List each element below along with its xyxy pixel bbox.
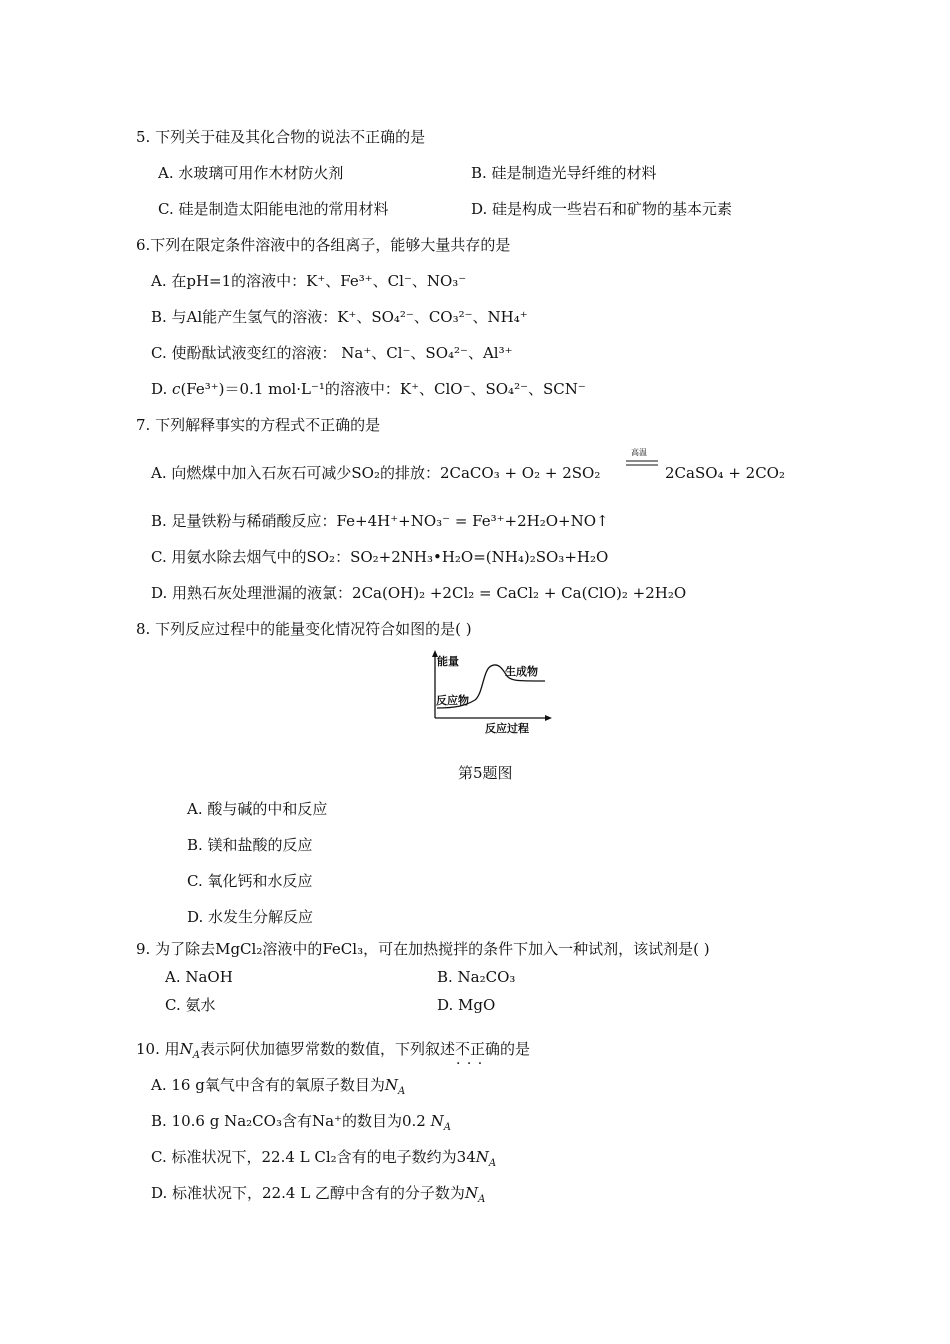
q8-option-c: C. 氧化钙和水反应 <box>187 872 313 890</box>
q9-option-b: B. Na₂CO₃ <box>437 968 516 986</box>
q8-stem: 8. 下列反应过程中的能量变化情况符合如图的是( ) <box>136 620 472 638</box>
q5-option-c: C. 硅是制造太阳能电池的常用材料 <box>158 200 389 218</box>
q6-option-b: B. 与Al能产生氢气的溶液：K⁺、SO₄²⁻、CO₃²⁻、NH₄⁺ <box>151 308 528 326</box>
q6-d-prefix: D. <box>151 380 173 398</box>
q9-option-d: D. MgO <box>437 996 496 1014</box>
y-axis-label: 能量 <box>437 655 459 668</box>
q10-stem-prefix: 10. 用 <box>136 1040 180 1058</box>
avogadro-subscript: A <box>488 1158 497 1169</box>
q7-option-d: D. 用熟石灰处理泄漏的液氯：2Ca(OH)₂ +2Cl₂ = CaCl₂ + Ca(ClO)₂ +2H₂O <box>151 584 687 602</box>
q5-stem: 5. 下列关于硅及其化合物的说法不正确的是 <box>136 128 426 146</box>
q10-option-b <box>151 1111 451 1131</box>
avogadro-subscript: A <box>192 1050 200 1061</box>
q9-stem: 9. 为了除去MgCl₂溶液中的FeCl₃，可在加热搅拌的条件下加入一种试剂，该试剂是( ) <box>136 940 710 958</box>
q6-stem: 6.下列在限定条件溶液中的各组离子，能够大量共存的是 <box>136 236 511 254</box>
avogadro-subscript: A <box>397 1086 406 1097</box>
equilibrium-equals-sign <box>626 459 658 467</box>
avogadro-symbol: N <box>384 1076 398 1094</box>
q10-d-text: D. 标准状况下，22.4 L 乙醇中含有的分子数为 <box>151 1184 465 1202</box>
q8-option-a: A. 酸与碱的中和反应 <box>187 800 328 818</box>
q8-option-b: B. 镁和盐酸的反应 <box>187 836 313 854</box>
q7-option-a-left: A. 向燃煤中加入石灰石可减少SO₂的排放：2CaCO₃ + O₂ + 2SO₂ <box>151 464 601 482</box>
avogadro-subscript: A <box>443 1122 451 1133</box>
product-label: 生成物 <box>505 665 538 678</box>
q10-stem-middle: 表示阿伏加德罗常数的数值，下列叙述 <box>199 1040 455 1058</box>
q9-option-c: C. 氨水 <box>165 996 216 1014</box>
energy-diagram <box>425 650 560 735</box>
q8-option-d: D. 水发生分解反应 <box>187 908 314 926</box>
q10-option-a <box>151 1075 405 1095</box>
q10-stem-suffix: 的是 <box>500 1040 531 1058</box>
q10-option-c <box>151 1147 496 1167</box>
q7-option-a-right: 2CaSO₄ + 2CO₂ <box>665 464 785 482</box>
q6-option-c: C. 使酚酞试液变红的溶液： Na⁺、Cl⁻、SO₄²⁻、Al³⁺ <box>151 344 513 362</box>
x-axis-label: 反应过程 <box>485 722 529 735</box>
q7-option-c: C. 用氨水除去烟气中的SO₂：SO₂+2NH₃•H₂O=(NH₄)₂SO₃+H₂O <box>151 548 609 566</box>
avogadro-subscript: A <box>478 1194 486 1205</box>
q5-option-d: D. 硅是构成一些岩石和矿物的基本元素 <box>471 200 733 218</box>
q10-b-text: B. 10.6 g Na₂CO₃含有Na⁺的数目为0.2 <box>151 1112 431 1130</box>
avogadro-symbol: N <box>464 1184 479 1202</box>
q10-c-text: C. 标准状况下，22.4 L Cl₂含有的电子数约为34 <box>151 1148 476 1166</box>
q7-option-b: B. 足量铁粉与稀硝酸反应：Fe+4H⁺+NO₃⁻ = Fe³⁺+2H₂O+NO↑ <box>151 512 609 530</box>
q5-option-b: B. 硅是制造光导纤维的材料 <box>471 164 657 182</box>
q6-option-a: A. 在pH=1的溶液中：K⁺、Fe³⁺、Cl⁻、NO₃⁻ <box>151 272 467 290</box>
q7-stem: 7. 下列解释事实的方程式不正确的是 <box>136 416 381 434</box>
avogadro-symbol: N <box>179 1040 193 1058</box>
figure-caption: 第5题图 <box>458 764 513 782</box>
q10-option-d <box>151 1183 485 1203</box>
q6-d-concentration-symbol: c <box>172 380 181 398</box>
q6-d-rest: (Fe³⁺)＝0.1 mol·L⁻¹的溶液中：K⁺、ClO⁻、SO₄²⁻、SCN⁻ <box>180 380 586 398</box>
q9-option-a: A. NaOH <box>165 968 233 986</box>
q5-option-a: A. 水玻璃可用作木材防火剂 <box>158 164 344 182</box>
q6-option-d <box>151 379 586 399</box>
avogadro-symbol: N <box>430 1112 444 1130</box>
q10-stem <box>136 1039 530 1059</box>
reactant-label: 反应物 <box>436 694 469 707</box>
avogadro-symbol: N <box>475 1148 489 1166</box>
q7-option-a-condition: 高温 <box>631 448 647 457</box>
q10-a-text: A. 16 g氧气中含有的氧原子数目为 <box>151 1076 385 1094</box>
x-axis-arrow-icon <box>545 715 552 721</box>
q10-stem-emphasis: 不正确 · · · <box>455 1040 500 1058</box>
